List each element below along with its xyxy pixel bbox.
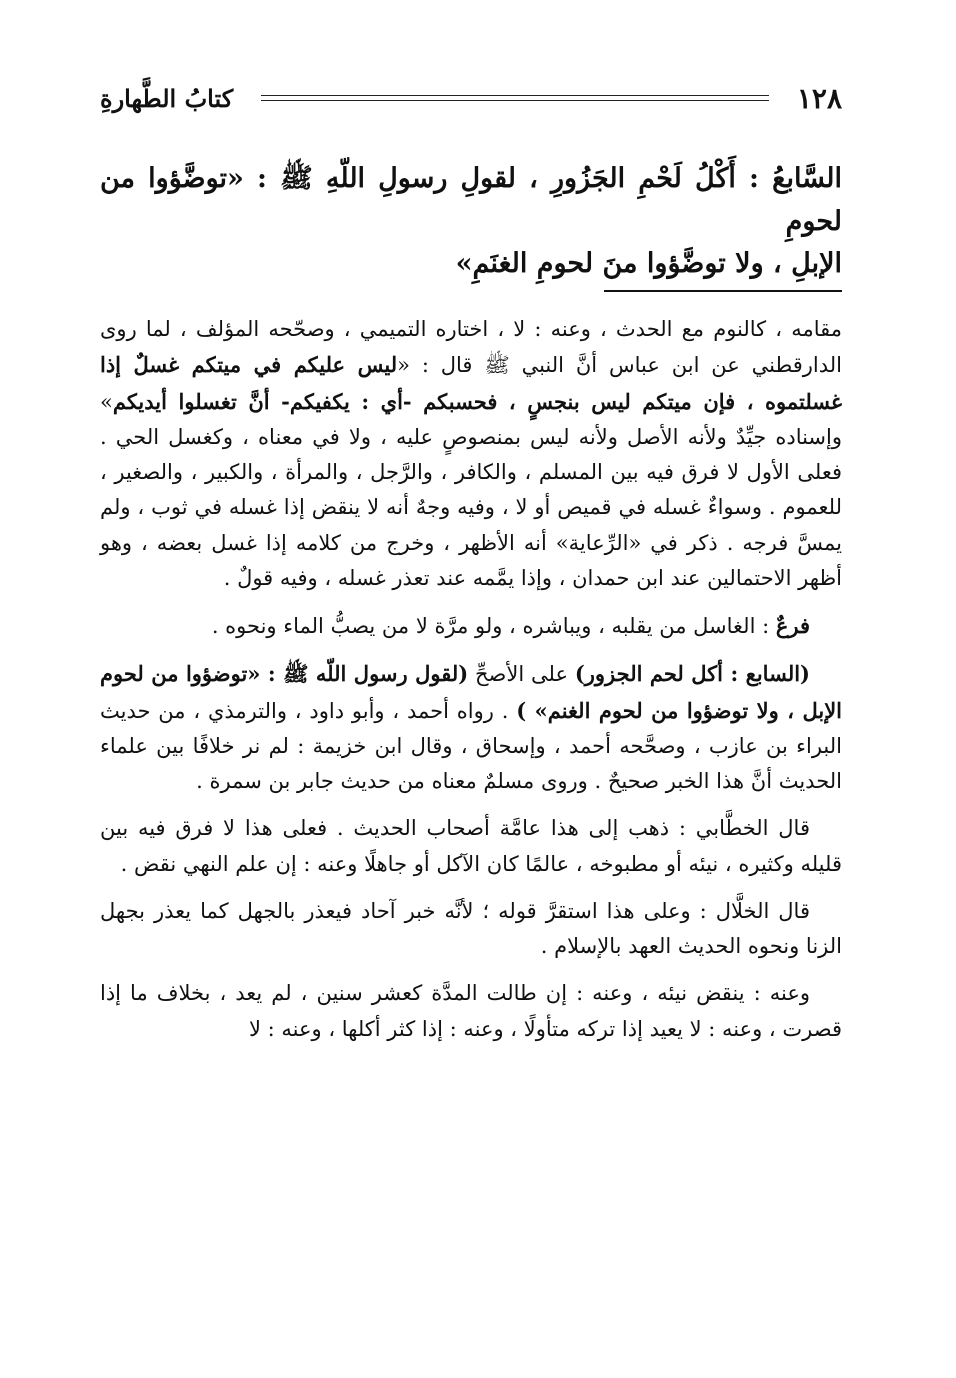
page-header xyxy=(100,78,842,118)
commentary-text: . رواه أحمد ، وأبو داود ، والترمذي ، من حديث البراء بن عازب ، وصحَّحه أحمد ، وإسحاق ، وقال ابن خزيمة : لم نر خلافًا بين علماء الحديث أنَّ هذا الخبر صحيحٌ . وروى مسلمٌ معناه من حديث جابر بن سمرة . xyxy=(100,698,842,794)
commentary-text: مقامه ، كالنوم مع الحدث ، وعنه : لا ، اختاره التميمي ، وصحّحه المؤلف ، لما روى الدارقطني عن ابن عباس أنَّ النبي ﷺ قال : « xyxy=(100,316,842,378)
commentary-text: : الغاسل من يقلبه ، ويباشره ، ولو مرَّة لا من يصبُّ الماء ونحوه . xyxy=(211,614,776,639)
commentary-text: على الأصحِّ xyxy=(468,662,575,687)
matn-line-2: الإبلِ ، ولا توضَّؤوا منَ لحومِ الغنَمِ» xyxy=(455,248,842,280)
commentary-paragraph-5: قال الخلَّال : وعلى هذا استقرَّ قوله ؛ لأنَّه خبر آحاد فيعذر بالجهل كما يعذر بجهل الزنا ونحوه الحديث العهد بالإسلام . xyxy=(100,898,842,959)
matn-line-1: السَّابعُ : أَكْلُ لَحْمِ الجَزُورِ ، لقولِ رسولِ اللّهِ ﷺ : «توضَّؤوا من لحومِ xyxy=(100,163,842,237)
page-content xyxy=(100,158,842,1059)
commentary-text: » وإسناده جيِّدٌ ولأنه الأصل ولأنه ليس بمنصوصٍ عليه ، ولا في معناه ، وكغسل الحي . فعلى الأول لا فرق فيه بين المسلم ، والكافر ، والرَّجل ، والمرأة ، والكبير ، والصغير ، للعموم . وسواءٌ غسله في قميص أو لا ، وفيه وجهٌ أنه لا ينقض إذا غسله في ثوب ، ولم يمسَّ فرجه . ذكر في «الرِّعاية» أنه الأظهر ، وخرج من كلامه إذا غسل بعضه ، وهو أظهر الاحتمالين عند ابن حمدان ، وإذا يمَّمه عند تعذر غسله ، وفيه قولٌ . xyxy=(100,389,842,590)
commentary-paragraph-4: قال الخطَّابي : ذهب إلى هذا عامَّة أصحاب الحديث . فعلى هذا لا فرق فيه بين قليله وكثيره ، نيئه أو مطبوخه ، عالمًا كان الآكل أو جاهلًا وعنه : إن علم النهي نقض . xyxy=(100,816,842,876)
header-rule xyxy=(261,95,769,101)
matn-separator xyxy=(604,290,842,292)
commentary-paragraph-2 xyxy=(100,608,842,644)
branch-label: فرعٌ xyxy=(775,613,810,639)
hadith-quote: (لقول رسول اللّه ﷺ : «توضؤوا من لحوم الإبل ، ولا توضؤوا من لحوم الغنم» ) xyxy=(100,661,843,723)
commentary-paragraph-3 xyxy=(100,656,842,799)
matn-text xyxy=(100,158,842,286)
hadith-quote: ليس عليكم في ميتكم غسلٌ إذا غسلتموه ، فإن ميتكم ليس بنجسٍ ، فحسبكم -أي : يكفيكم- أنَّ تغسلوا أيديكم xyxy=(100,352,842,414)
matn-quote: (السابع : أكل لحم الجزور) xyxy=(574,661,810,687)
book-title: كتابُ الطَّهارةِ xyxy=(100,83,234,113)
page-number: ١٢٨ xyxy=(796,81,842,115)
commentary-paragraph-1 xyxy=(100,312,842,596)
commentary-paragraph-6: وعنه : ينقض نيئه ، وعنه : إن طالت المدَّة كعشر سنين ، لم يعد ، بخلاف ما إذا قصرت ، وعنه : لا يعيد إذا تركه متأولًا ، وعنه : إذا كثر أكلها ، وعنه : لا xyxy=(100,981,842,1041)
